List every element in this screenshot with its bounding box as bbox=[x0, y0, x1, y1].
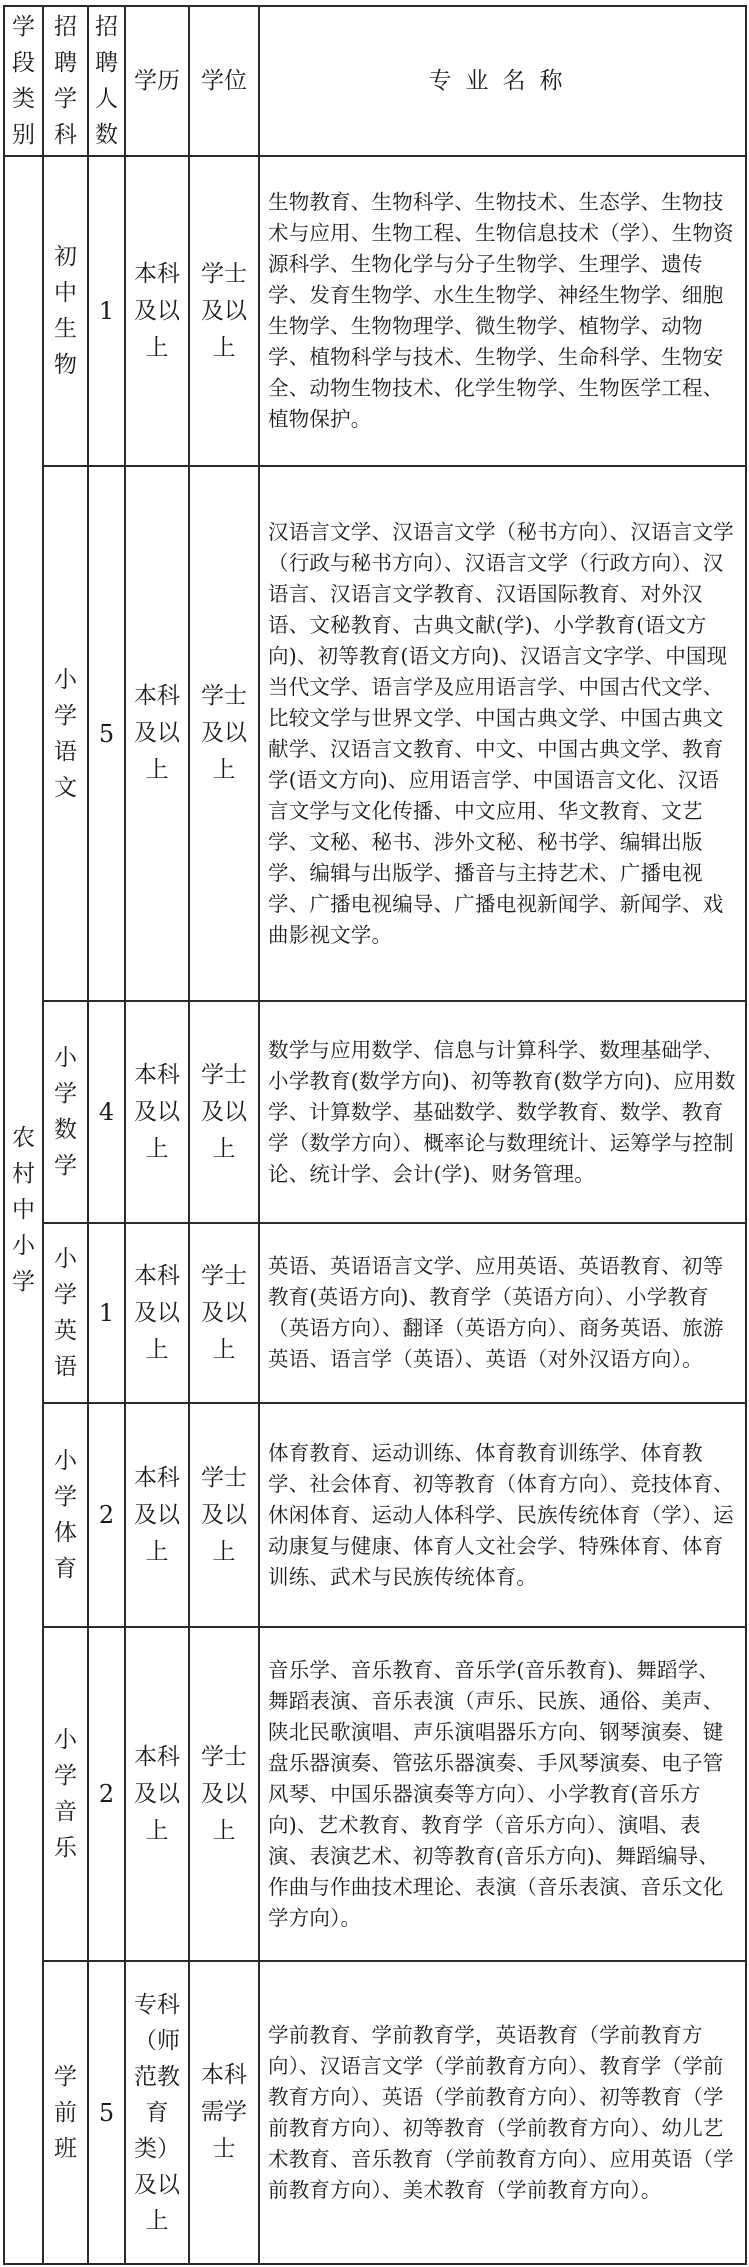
subject-cell: 初中生物 bbox=[43, 156, 88, 466]
majors-cell: 数学与应用数学、信息与计算科学、数理基础学、小学教育(数学方向)、初等教育(数学方向)、应用数学、计算数学、基础数学、数学教育、数学、教育学（数学方向）、概率论与数理统计、运筹学与控制论、统计学、会计(学)、财务管理。 bbox=[259, 1001, 746, 1223]
table-row bbox=[4, 156, 746, 466]
category-cell: 农村中小学 bbox=[4, 156, 43, 2264]
recruitment-table bbox=[3, 5, 747, 2265]
header-subject: 招聘学科 bbox=[43, 6, 88, 156]
majors-cell: 学前教育、学前教育学，英语教育（学前教育方向）、汉语言文学（学前教育方向）、教育学（学前教育方向）、英语（学前教育方向）、初等教育（学前教育方向）、初等教育（学前教育方向）、幼儿艺术教育、音乐教育（学前教育方向）、应用英语（学前教育方向）、美术教育（学前教育方向）。 bbox=[259, 1961, 746, 2264]
header-row bbox=[4, 6, 746, 156]
majors-cell: 英语、英语语言文学、应用英语、英语教育、初等教育(英语方向)、教育学（英语方向）、小学教育（英语方向）、翻译（英语方向）、商务英语、旅游英语、语言学（英语）、英语（对外汉语方向）。 bbox=[259, 1223, 746, 1403]
education-cell: 本科及以上 bbox=[125, 1403, 189, 1627]
majors-cell: 体育教育、运动训练、体育教育训练学、体育教学、社会体育、初等教育（体育方向）、竞技体育、休闲体育、运动人体科学、民族传统体育（学）、运动康复与健康、体育人文社会学、特殊体育、体育训练、武术与民族传统体育。 bbox=[259, 1403, 746, 1627]
degree-cell: 学士及以上 bbox=[189, 1223, 259, 1403]
subject-cell: 学前班 bbox=[43, 1961, 88, 2264]
degree-cell: 学士及以上 bbox=[189, 1403, 259, 1627]
count-cell: 4 bbox=[88, 1001, 125, 1223]
header-count: 招聘人数 bbox=[88, 6, 125, 156]
table-row bbox=[4, 1403, 746, 1627]
education-cell: 本科及以上 bbox=[125, 1627, 189, 1961]
degree-cell: 学士及以上 bbox=[189, 1001, 259, 1223]
degree-cell: 学士及以上 bbox=[189, 1627, 259, 1961]
count-cell: 5 bbox=[88, 1961, 125, 2264]
majors-cell: 汉语言文学、汉语言文学（秘书方向）、汉语言文学（行政与秘书方向）、汉语言文学（行政方向）、汉语言、汉语言文学教育、汉语国际教育、对外汉语、文秘教育、古典文献(学)、小学教育(语文方向)、初等教育(语文方向)、汉语言文字学、中国现当代文学、语言学及应用语言学、中国古代文学、比较文学与世界文学、中国古典文学、中国古典文献学、汉语言文教育、中文、中国古典文学、教育学(语文方向)、应用语言学、中国语言文化、汉语言文学与文化传播、中文应用、华文教育、文艺学、文秘、秘书、涉外文秘、秘书学、编辑出版学、编辑与出版学、播音与主持艺术、广播电视学、广播电视编导、广播电视新闻学、新闻学、戏曲影视文学。 bbox=[259, 466, 746, 1001]
count-cell: 2 bbox=[88, 1403, 125, 1627]
header-category: 学段类别 bbox=[4, 6, 43, 156]
education-cell: 专科（师范教育类）及以上 bbox=[125, 1961, 189, 2264]
header-degree: 学位 bbox=[189, 6, 259, 156]
degree-cell: 学士及以上 bbox=[189, 156, 259, 466]
table-row bbox=[4, 466, 746, 1001]
subject-cell: 小学语文 bbox=[43, 466, 88, 1001]
education-cell: 本科及以上 bbox=[125, 156, 189, 466]
table-row bbox=[4, 1627, 746, 1961]
degree-cell: 学士及以上 bbox=[189, 466, 259, 1001]
subject-cell: 小学音乐 bbox=[43, 1627, 88, 1961]
count-cell: 1 bbox=[88, 1223, 125, 1403]
education-cell: 本科及以上 bbox=[125, 1001, 189, 1223]
count-cell: 5 bbox=[88, 466, 125, 1001]
header-education: 学历 bbox=[125, 6, 189, 156]
table-row bbox=[4, 1223, 746, 1403]
education-cell: 本科及以上 bbox=[125, 1223, 189, 1403]
header-majors: 专业名称 bbox=[259, 6, 746, 156]
majors-cell: 音乐学、音乐教育、音乐学(音乐教育)、舞蹈学、舞蹈表演、音乐表演（声乐、民族、通俗、美声、陕北民歌演唱、声乐演唱器乐方向、钢琴演奏、键盘乐器演奏、管弦乐器演奏、手风琴演奏、电子管风琴、中国乐器演奏等方向）、小学教育(音乐方向)、艺术教育、教育学（音乐方向）、演唱、表演、表演艺术、初等教育(音乐方向)、舞蹈编导、作曲与作曲技术理论、表演（音乐表演、音乐文化学方向）。 bbox=[259, 1627, 746, 1961]
degree-cell: 本科需学士 bbox=[189, 1961, 259, 2264]
subject-cell: 小学英语 bbox=[43, 1223, 88, 1403]
majors-cell: 生物教育、生物科学、生物技术、生态学、生物技术与应用、生物工程、生物信息技术（学）、生物资源科学、生物化学与分子生物学、生理学、遗传学、发育生物学、水生生物学、神经生物学、细胞生物学、生物物理学、微生物学、植物学、动物学、植物科学与技术、生物学、生命科学、生物安全、动物生物技术、化学生物学、生物医学工程、植物保护。 bbox=[259, 156, 746, 466]
subject-cell: 小学体育 bbox=[43, 1403, 88, 1627]
count-cell: 1 bbox=[88, 156, 125, 466]
table-row bbox=[4, 1001, 746, 1223]
education-cell: 本科及以上 bbox=[125, 466, 189, 1001]
count-cell: 2 bbox=[88, 1627, 125, 1961]
subject-cell: 小学数学 bbox=[43, 1001, 88, 1223]
table-row bbox=[4, 1961, 746, 2264]
